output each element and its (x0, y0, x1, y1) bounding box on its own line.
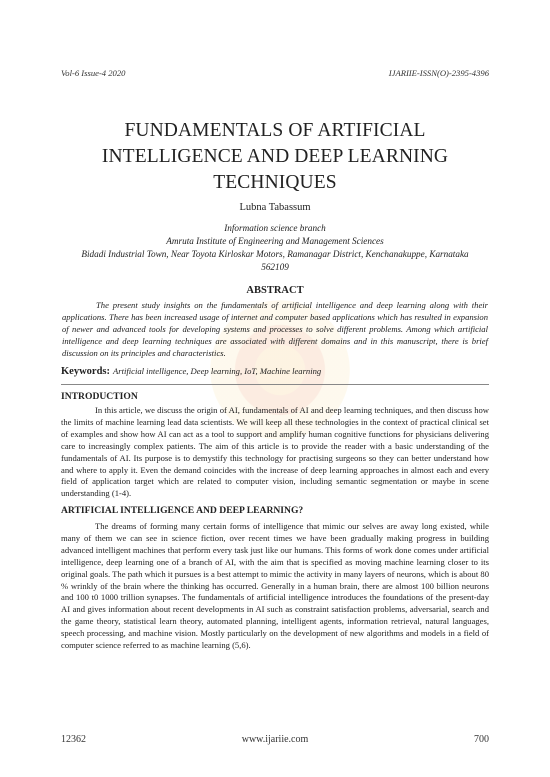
affiliation-line: Bidadi Industrial Town, Near Toyota Kirloskar Motors, Ramanagar District, Kenchanakuppe, Karnataka (81, 249, 469, 259)
footer-page-number: 700 (474, 734, 489, 745)
footer-paper-id: 12362 (61, 734, 86, 745)
header-issn: IJARIIE-ISSN(O)-2395-4396 (388, 68, 489, 78)
affiliation (55, 222, 495, 274)
abstract-text: The present study insights on the fundamentals of artificial intelligence and deep learning along with their applications. There has been increased usage of internet and computer based applications which has resulted in expansion of newer and advanced tools for developing systems and processes to solve different problems. Among which artificial intelligence and deep learning techniques are associated with different domains and in this manuscript, there is brief discussion on its principles and characteristics. (62, 300, 488, 359)
author-name: Lubna Tabassum (239, 202, 311, 213)
affiliation-line: Amruta Institute of Engineering and Management Sciences (166, 236, 384, 246)
affiliation-line: Information science branch (224, 223, 326, 233)
affiliation-line: 562109 (261, 262, 289, 272)
keywords-label: Keywords: (61, 366, 110, 377)
section-heading-introduction: INTRODUCTION (61, 391, 138, 402)
keywords (61, 366, 491, 377)
footer-website: www.ijariie.com (241, 734, 309, 745)
keywords-text: Artificial intelligence, Deep learning, IoT, Machine learning (113, 366, 322, 376)
title-line: FUNDAMENTALS OF ARTIFICIAL (124, 120, 426, 141)
title-line: INTELLIGENCE AND DEEP LEARNING (101, 146, 449, 167)
section-divider (61, 384, 489, 385)
section-text-ai-deep-learning: The dreams of forming many certain forms of intelligence that mimic our selves are away long existed, while many of them we can see in science fiction, over recent times we have been gradually making progress in building advanced intelligent machines that perform every task just like our humans. This forms of work done comes under artificial intelligence, deep learning one of a branch of AI, with the aim that is specified as moving machine learning closer to its original goals. The path which it pursues is a best attempt to mimic the activity in many layers of neurons, which is about 80 % wrinkly of the brain where the thinking has occurred. Generally in a human brain, there are almost 100 billion neurons and 100 t0 1000 trillion synapses. The fundamentals of artificial intelligence introduces the foundations of the present-day AI and gives information about recent developments in AI such as constraint satisfaction problems, adversarial, search and the game theory, statistical learn theory, automated planning, intelligent agents, information retrieval, natural languages, speech processing, and machine vision. Mostly particularly on the development of new algorithms and models in a field of computer science referred to as machine learning (5,6). (61, 521, 489, 651)
title-line: TECHNIQUES (213, 172, 337, 193)
section-heading-ai-deep-learning: ARTIFICIAL INTELLIGENCE AND DEEP LEARNING? (61, 505, 304, 516)
header-volume: Vol-6 Issue-4 2020 (61, 68, 126, 78)
section-text-introduction: In this article, we discuss the origin of AI, fundamentals of AI and deep learning techniques, and then discuss how the limits of machine learning lead data scientists. We will keep all these technologies in the context of practical clinical set of examples and show how AI can act as a tool to support and amplify human cognitive functions for physicians delivering care to increasingly complex patients. The aim of this article is to provide the reader with a basic understanding of the fundamentals of AI. Its purpose is to demystify this technology for practising surgeons so they can better understand how and where to apply it. Even the demand coincides with the increase of deep learning approaches in almost each and every field of application target which are related to computer vision, including semantic segmentation or maybe in scene understanding (1-4). (61, 405, 489, 499)
paper-title (55, 118, 495, 196)
abstract-heading: ABSTRACT (246, 285, 304, 296)
